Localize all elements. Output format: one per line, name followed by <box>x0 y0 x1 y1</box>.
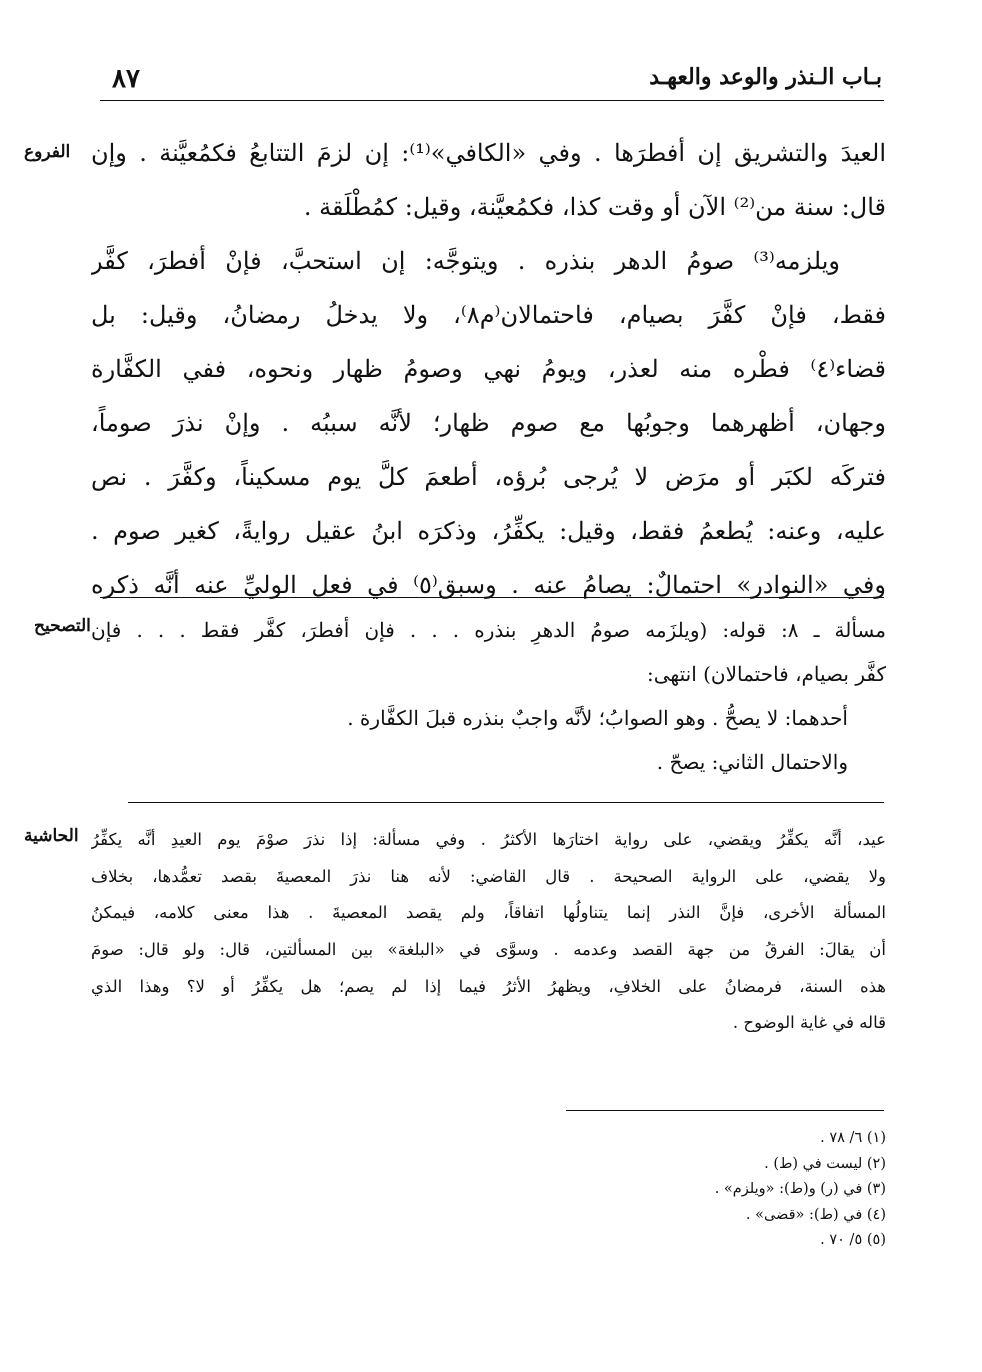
tashih-divider-rule <box>100 597 884 598</box>
main-line: فقط، فإنْ كفَّرَ بصيام، فاحتمالان⁽م٨⁾، ولا يدخلُ رمضانُ، وقيل: بل <box>91 301 886 329</box>
hashiya-line: عيد، أنَّه يكفِّرُ ويقضي، على رواية اختارَها الأكثرُ . وفي مسألة: إذا نذرَ صوْمَ يوم العيدِ أنَّه يكفِّرُ <box>91 830 886 849</box>
main-text-block <box>91 126 886 612</box>
tashih-line: والاحتمال الثاني: يصحّ . <box>656 750 848 774</box>
footnote-rule <box>566 1110 884 1111</box>
hashiya-line: أن يقالَ: الفرقُ من جهة القصد وعدمه . وسوَّى في «البلغة» بين المسألتين، قال: ولو قال: صومَ <box>91 940 886 960</box>
footnote: (٢) ليست في (ط) . <box>764 1155 886 1172</box>
main-line: ويلزمه⁽³⁾ صومُ الدهر بنذره . ويتوجَّه: إن استحبَّ، فإنْ أفطرَ، كفَّر <box>91 247 840 275</box>
hashiya-divider-rule <box>128 802 884 803</box>
main-line: قال: سنة من⁽²⁾ الآن أو وقت كذا، فكمُعيَّنة، وقيل: كمُطْلَقة . <box>303 193 886 221</box>
main-line: عليه، وعنه: يُطعمُ فقط، وقيل: يكفِّرُ، وذكرَه ابنُ عقيل روايةً، كغير صوم . <box>91 517 886 545</box>
hashiya-line: قاله في غاية الوضوح . <box>732 1013 886 1033</box>
main-line: وجهان، أظهرهما وجوبُها مع صوم ظهار؛ لأنَّه سببُه . وإنْ نذرَ صوماً، <box>91 409 886 437</box>
tashih-line: أحدهما: لا يصحُّ . وهو الصوابُ؛ لأنَّه واجبٌ بنذره قبلَ الكفَّارة . <box>347 706 848 730</box>
footnote: (٥) ٥/ ٧٠ . <box>820 1232 886 1248</box>
tashih-line: مسألة ـ ٨: قوله: (ويلزَمه صومُ الدهرِ بنذره . . . فإن أفطرَ، كفَّر فقط . . . فإن <box>91 618 886 642</box>
hashiya-line: المسألة الأخرى، فإنَّ النذر إنما يتناولُها اتفاقاً، ولم يقصد المعصيةَ . هذا معنى كلامه، فيمكنُ <box>91 903 886 923</box>
hashiya-line: هذه السنة، فرمضانُ على الخلافِ، ويظهرُ الأثرُ فيما إذا لم يصم؛ هل يكفِّرُ أو لا؟ وهذا الذي <box>91 976 886 996</box>
main-line: فتركَه لكبَر أو مرَض لا يُرجى بُرؤه، أطعمَ كلَّ يوم مسكيناً، وكفَّرَ . نص <box>91 463 886 491</box>
header-rule <box>100 100 884 101</box>
chapter-header-title: بـاب الـنذر والوعد والعهـد <box>649 64 882 90</box>
side-label-furu: الفروع <box>24 142 71 162</box>
main-line: قضاء⁽٤⁾ فطْره منه لعذر، ويومُ نهي وصومُ ظهار ونحوه، ففي الكفَّارة <box>91 355 886 383</box>
tashih-line: كفَّر بصيام، فاحتمالان) انتهى: <box>646 662 886 686</box>
footnote: (٤) في (ط): «قضى» . <box>745 1206 886 1223</box>
footnote: (٣) في (ر) و(ط): «ويلزم» . <box>714 1181 886 1197</box>
main-line: العيدَ والتشريق إن أفطرَها . وفي «الكافي»⁽¹⁾: إن لزمَ التتابعُ فكمُعيَّنة . وإن <box>91 139 886 167</box>
hashiya-text-block <box>91 822 886 1042</box>
footnotes-block <box>586 1126 886 1254</box>
main-line: وفي «النوادر» احتمالٌ: يصامُ عنه . وسبق⁽٥⁾ في فعل الوليِّ عنه أنَّه ذكره <box>91 571 886 599</box>
tashih-text-block <box>91 608 886 784</box>
page-number: ٨٧ <box>112 64 140 94</box>
footnote: (١) ٦/ ٧٨ . <box>820 1130 886 1146</box>
side-label-hashiya: الحاشية <box>24 826 79 846</box>
hashiya-line: ولا يقضي، على الرواية الصحيحة . قال القاضي: لأنه هنا نذرَ المعصيةَ بقصد تعمُّدها، بخلاف <box>91 866 886 886</box>
side-label-tashih: التصحيح <box>34 616 91 636</box>
